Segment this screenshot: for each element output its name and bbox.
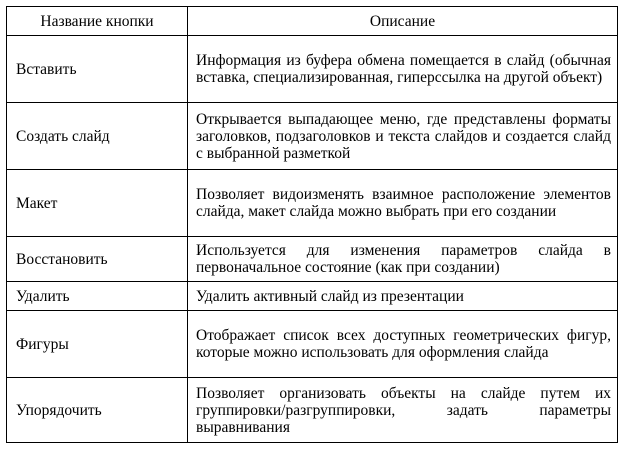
row-description: Позволяет видоизменять взаимное расположение элементов слайда, макет слайда можно выбрать при его создании	[188, 170, 618, 237]
row-button-name: Фигуры	[7, 311, 188, 378]
row-description: Открывается выпадающее меню, где представлены форматы заголовков, подзаголовков и текста слайдов и создается слайд с выбранной разметкой	[188, 103, 618, 170]
row-button-name: Удалить	[7, 282, 188, 311]
table-row	[7, 282, 618, 311]
header-description: Описание	[188, 7, 618, 36]
table-row	[7, 378, 618, 443]
row-button-name: Вставить	[7, 36, 188, 103]
table-row	[7, 170, 618, 237]
table-row	[7, 103, 618, 170]
table-header-row	[7, 7, 618, 36]
button-description-table	[6, 6, 618, 443]
row-button-name: Создать слайд	[7, 103, 188, 170]
header-button-name: Название кнопки	[7, 7, 188, 36]
table-row	[7, 311, 618, 378]
row-button-name: Восстановить	[7, 237, 188, 282]
row-button-name: Макет	[7, 170, 188, 237]
row-button-name: Упорядочить	[7, 378, 188, 443]
row-description: Используется для изменения параметров слайда в первоначальное состояние (как при создании)	[188, 237, 618, 282]
row-description: Отображает список всех доступных геометрических фигур, которые можно использовать для оформления слайда	[188, 311, 618, 378]
row-description: Удалить активный слайд из презентации	[188, 282, 618, 311]
row-description: Информация из буфера обмена помещается в слайд (обычная вставка, специализированная, гиперссылка на другой объект)	[188, 36, 618, 103]
table-row	[7, 36, 618, 103]
row-description: Позволяет организовать объекты на слайде путем их группировки/разгруппировки, задать параметры выравнивания	[188, 378, 618, 443]
table-row	[7, 237, 618, 282]
